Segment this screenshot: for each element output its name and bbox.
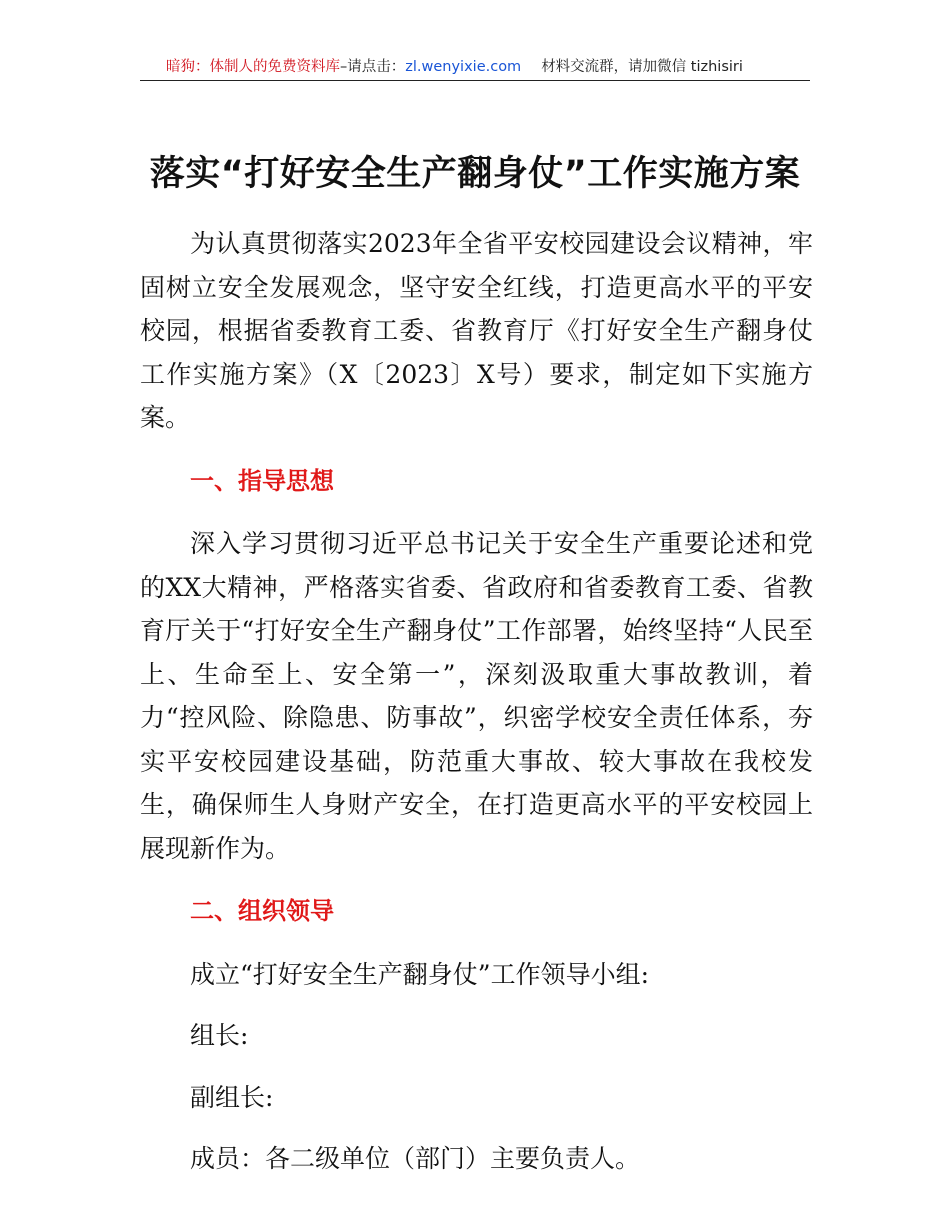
site-name: 暗狗：体制人的免费资料库 — [166, 59, 340, 75]
guiding-ideology-paragraph: 深入学习贯彻习近平总书记关于安全生产重要论述和党的XX大精神，严格落实省委、省政府和省委教育工委、省教育厅关于“打好安全生产翻身仗”工作部署，始终坚持“人民至上、生命至上、安全第一”，深刻汲取重大事故教训，着力“控风险、除隐患、防事故”，织密学校安全责任体系，夯实平安校园建设基础，防范重大事故、较大事故在我校发生，确保师生人身财产安全，在打造更高水平的平安校园上展现新作为。 — [140, 529, 813, 863]
section-heading-guiding-ideology: 一、指导思想 — [190, 466, 334, 495]
group-note: 材料交流群，请加微信 tizhisiri — [541, 59, 743, 75]
deputy-leader-line: 副组长: — [190, 1082, 274, 1112]
document-body — [140, 222, 813, 1199]
page-header — [140, 54, 810, 81]
site-url-link[interactable]: zl.wenyixie.com — [405, 59, 522, 75]
intro-paragraph: 为认真贯彻落实2023年全省平安校园建设会议精神，牢固树立安全发展观念，坚守安全红线，打造更高水平的平安校园，根据省委教育工委、省教育厅《打好安全生产翻身仗工作实施方案》（X〔2023〕X号）要求，制定如下实施方案。 — [140, 229, 813, 432]
group-leader-line: 组长: — [190, 1021, 249, 1050]
link-prompt: –请点击： — [340, 59, 406, 75]
section-heading-organization: 二、组织领导 — [190, 897, 334, 925]
leading-group-line: 成立“打好安全生产翻身仗”工作领导小组: — [190, 959, 649, 989]
document-title: 落实“打好安全生产翻身仗”工作实施方案 — [149, 154, 801, 194]
members-line: 成员：各二级单位（部门）主要负责人。 — [190, 1144, 641, 1173]
